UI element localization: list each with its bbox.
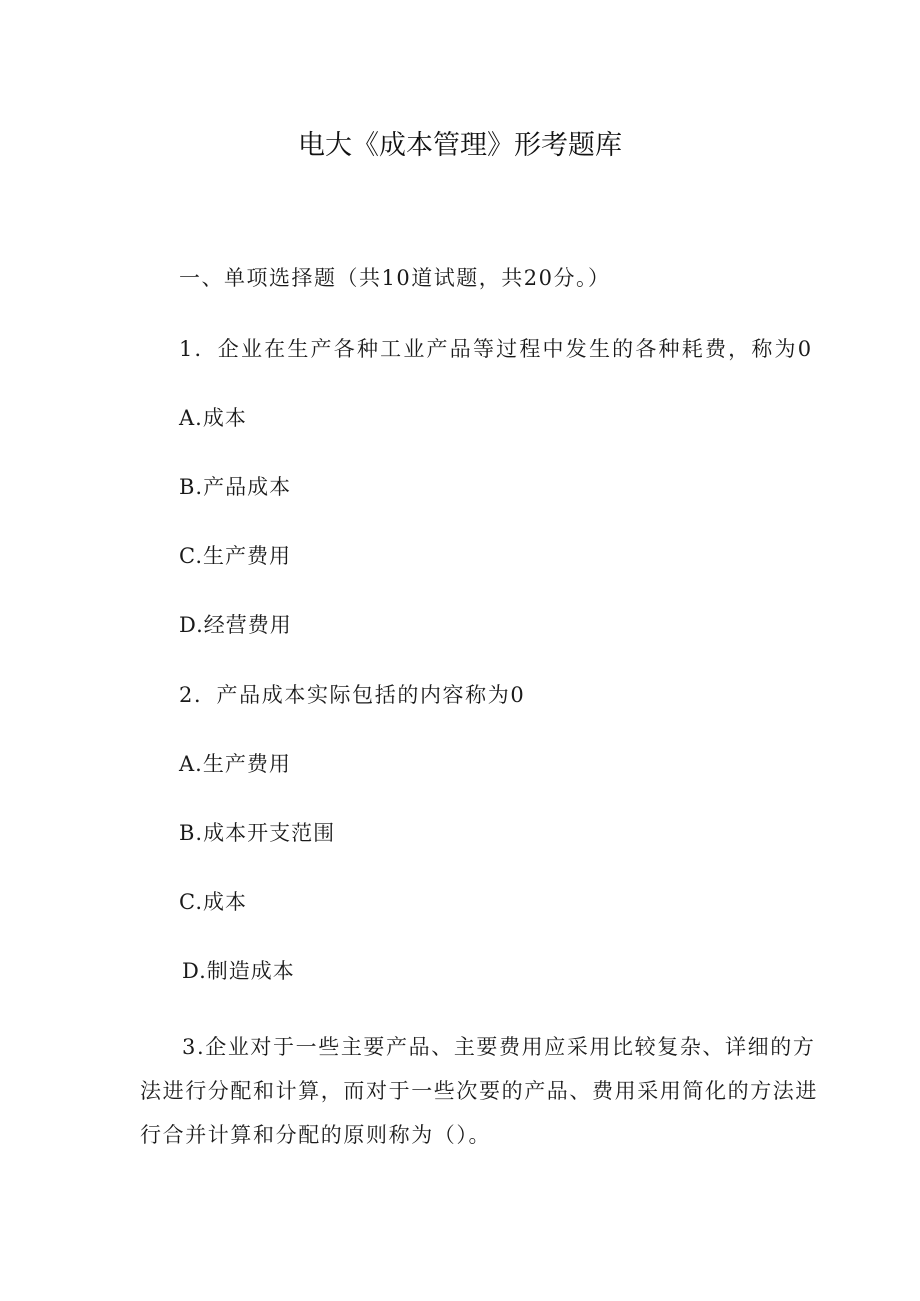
question-1-option-c: C.生产费用	[179, 544, 291, 568]
question-2-stem: 2．产品成本实际包括的内容称为0	[179, 683, 526, 707]
question-1-option-b: B.产品成本	[179, 475, 292, 499]
question-1-stem: 1．企业在生产各种工业产品等过程中发生的各种耗费，称为0	[179, 337, 814, 361]
question-2-option-a: A.生产费用	[179, 752, 291, 776]
question-3-stem-line-3: 行合并计算和分配的原则称为（）。	[140, 1123, 492, 1147]
document-title: 电大《成本管理》形考题库	[298, 130, 622, 161]
question-2-option-d: D.制造成本	[182, 959, 295, 983]
question-1-option-d: D.经营费用	[179, 613, 292, 637]
question-2-option-b: B.成本开支范围	[179, 821, 336, 845]
question-3-stem-line-2: 法进行分配和计算，而对于一些次要的产品、费用采用简化的方法进	[140, 1079, 818, 1103]
question-1-option-a: A.成本	[179, 406, 247, 430]
question-2-option-c: C.成本	[179, 890, 247, 914]
question-3-stem	[140, 1025, 818, 1157]
section-heading: 一、单项选择题（共10道试题，共20分。）	[179, 266, 611, 290]
question-3-stem-line-1: 3.企业对于一些主要产品、主要费用应采用比较复杂、详细的方	[182, 1035, 816, 1059]
